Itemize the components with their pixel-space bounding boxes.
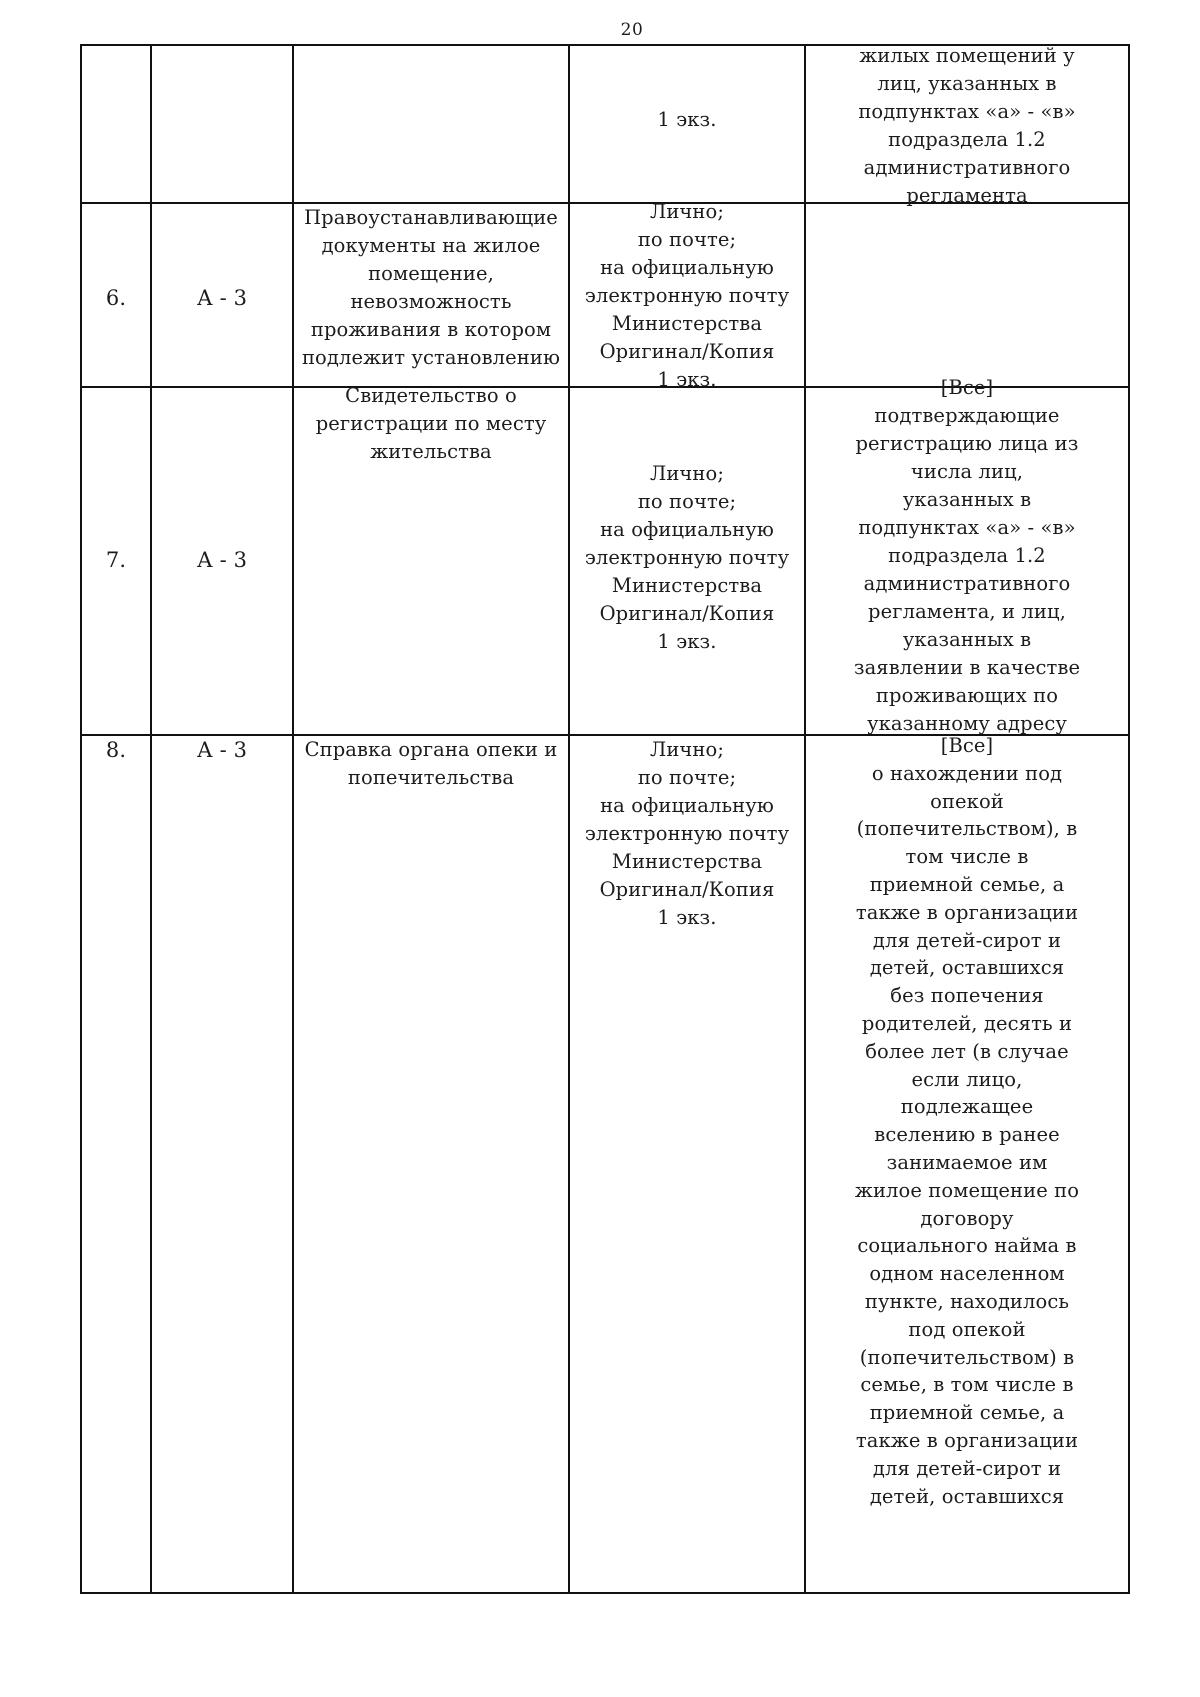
document-cell: Справка органа опеки и попечительства [304,738,558,789]
category-cell: А - 3 [196,738,248,762]
submission-cell: 1 экз. [657,108,717,131]
category-cell: А - 3 [196,548,248,572]
note-cell: [Все] подтверждающие регистрацию лица из числа лиц, указанных в подпунктах «а» - «в» подраздела 1.2 административного регламента, и лиц, указанных в заявлении в качестве проживающих по указанному адресу [853,376,1081,735]
document-cell: Свидетельство о регистрации по месту жительства [315,384,547,463]
submission-cell: Лично; по почте; на официальную электронную почту Министерства Оригинал/Копия 1 экз. [584,462,790,653]
documents-table [80,44,1130,1594]
document-cell: Правоустанавливающие документы на жилое помещение, невозможность проживания в котором подлежит установлению [301,206,561,369]
table-right-border [1128,44,1130,1594]
row-number: 8. [105,738,127,762]
submission-cell: Лично; по почте; на официальную электронную почту Министерства Оригинал/Копия 1 экз. [584,738,790,929]
note-cell: [Все] о нахождении под опекой (попечительством), в том числе в приемной семье, а также в организации для детей-сирот и детей, оставшихся без попечения родителей, десять и более лет (в случае если лицо, подлежащее вселению в ранее занимаемое им жилое помещение по договору социального найма в одном населенном пункте, находилось под опекой (попечительством) в семье, в том числе в приемной семье, а также в организации для детей-сирот и детей, оставшихся [854,734,1080,1508]
note-cell: жилых помещений у лиц, указанных в подпунктах «а» - «в» подраздела 1.2 административного регламента [858,44,1076,207]
submission-cell: Лично; по почте; на официальную электронную почту Министерства Оригинал/Копия 1 экз. [584,200,790,391]
row-number: 6. [105,286,127,310]
row-number: 7. [105,548,127,572]
category-cell: А - 3 [196,286,248,310]
page-number: 20 [620,20,644,40]
table-bottom-border [80,1592,1130,1594]
column-divider [150,44,152,1594]
table-left-border [80,44,82,1594]
